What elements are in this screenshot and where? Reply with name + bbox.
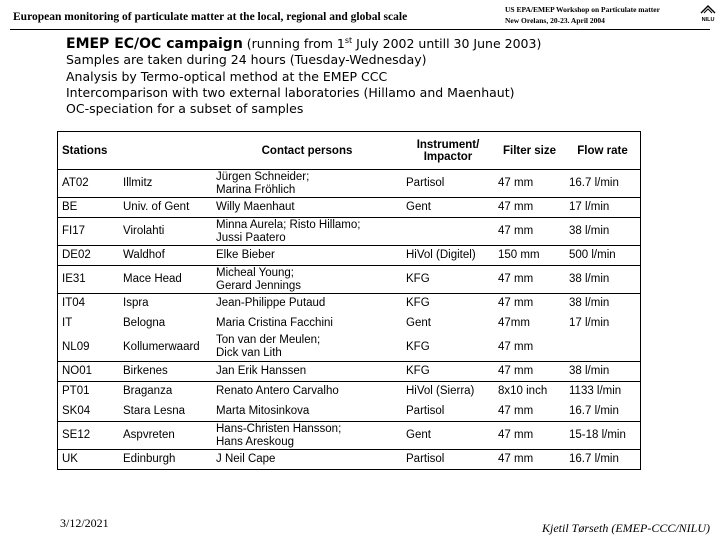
filter-size: 47 mm — [494, 266, 565, 294]
period-post: July 2002 untill 30 June 2003) — [352, 36, 542, 52]
filter-size: 47 mm — [498, 404, 534, 417]
station-code: DE02 — [58, 246, 120, 266]
station-code: AT02 — [62, 177, 89, 189]
contact-line-1: Jan Erik Hanssen — [216, 365, 307, 377]
contact-line-1: Minna Aurela; Risto Hillamo; — [216, 218, 361, 231]
filter-size: 47mm — [498, 317, 530, 329]
instrument: Gent — [406, 317, 431, 329]
flow-rate: 38 l/min — [565, 218, 641, 246]
header-flow: Flow rate — [565, 132, 641, 170]
workshop-info — [505, 4, 660, 26]
contact-persons — [212, 402, 402, 422]
filter-size: 47 mm — [498, 340, 534, 353]
contact-line-1: Ton van der Meulen; — [216, 334, 321, 347]
station-name: Virolahti — [119, 218, 212, 246]
workshop-location-date: New Orelans, 20-23. April 2004 — [505, 16, 605, 25]
contact-line-2: Gerard Jennings — [216, 279, 302, 292]
contact-persons — [212, 218, 402, 246]
table-row — [58, 246, 641, 266]
contact-line-1: Hans-Christen Hansson; — [216, 422, 342, 435]
flow-rate: 16.7 l/min — [565, 450, 641, 470]
station-name: Univ. of Gent — [119, 198, 212, 218]
station-name: Illmitz — [123, 177, 153, 189]
station-code: IT — [62, 317, 73, 329]
filter-size: 8x10 inch — [494, 382, 565, 402]
header-contacts: Contact persons — [212, 132, 402, 170]
contact-line-1: Renato Antero Carvalho — [216, 385, 339, 398]
workshop-name: US EPA/EMEP Workshop on Particulate matter — [505, 5, 660, 14]
filter-size: 47 mm — [494, 362, 565, 382]
contact-line-1: Willy Maenhaut — [216, 201, 295, 213]
table-row — [58, 450, 641, 470]
instrument: Partisol — [406, 177, 445, 189]
contact-line-2: Marina Fröhlich — [216, 183, 296, 196]
station-code: FI17 — [58, 218, 120, 246]
flow-rate: 1133 l/min — [565, 382, 641, 402]
contact-line-1: Elke Bieber — [216, 249, 275, 261]
instrument: HiVol (Sierra) — [402, 382, 494, 402]
intro-line-5: OC-speciation for a subset of samples — [66, 101, 304, 117]
footer-author: Kjetil Tørseth (EMEP-CCC/NILU) — [542, 521, 710, 535]
header-filter: Filter size — [494, 132, 565, 170]
table-row — [58, 314, 641, 334]
contact-persons — [212, 294, 402, 314]
contact-persons — [212, 246, 402, 266]
flow-rate: 38 l/min — [565, 294, 641, 314]
contact-persons — [212, 314, 402, 334]
filter-size: 47 mm — [498, 177, 534, 189]
instrument: Partisol — [406, 404, 445, 417]
station-name: Stara Lesna — [123, 404, 186, 417]
station-code: NL09 — [62, 340, 90, 353]
header-divider — [10, 29, 710, 30]
contact-persons — [212, 170, 402, 198]
contact-line-1: Marta Mitosinkova — [216, 404, 310, 417]
contact-persons — [212, 422, 402, 450]
station-code: IT04 — [58, 294, 120, 314]
table-row — [58, 218, 641, 246]
instrument: HiVol (Digitel) — [402, 246, 494, 266]
station-name: Belogna — [123, 317, 166, 329]
contact-persons — [212, 198, 402, 218]
filter-size: 47 mm — [494, 218, 565, 246]
flow-rate: 500 l/min — [565, 246, 641, 266]
header-instrument-line2: Impactor — [423, 150, 473, 163]
header-instrument — [402, 132, 494, 170]
station-name: Birkenes — [119, 362, 212, 382]
table-row — [58, 266, 641, 294]
station-code: NO01 — [58, 362, 120, 382]
header-instrument-line1: Instrument/ — [416, 138, 480, 151]
contact-persons — [212, 334, 402, 362]
campaign-line — [66, 33, 541, 52]
station-name: Kollumerwaard — [123, 340, 200, 353]
intro-line-3: Analysis by Termo-optical method at the EMEP CCC — [66, 68, 388, 84]
instrument: KFG — [402, 266, 494, 294]
period-pre: (running from 1 — [246, 36, 345, 52]
station-name: Aspvreten — [119, 422, 212, 450]
filter-size: 150 mm — [494, 246, 565, 266]
table-row — [58, 362, 641, 382]
table-body — [58, 170, 641, 470]
instrument: Partisol — [402, 450, 494, 470]
instrument: KFG — [406, 340, 430, 353]
contact-line-1: Jürgen Schneider; — [216, 170, 310, 183]
flow-rate: 17 l/min — [569, 317, 610, 329]
table-row — [58, 334, 641, 362]
station-name: Ispra — [119, 294, 212, 314]
table-header-row — [58, 132, 641, 170]
contact-line-2: Dick van Lith — [216, 347, 282, 360]
filter-size: 47 mm — [494, 422, 565, 450]
instrument: KFG — [402, 294, 494, 314]
contact-persons — [212, 382, 402, 402]
header-stations: Stations — [58, 132, 213, 170]
flow-rate: 17 l/min — [565, 198, 641, 218]
stations-table — [57, 131, 641, 470]
table-row — [58, 170, 641, 198]
contact-line-2: Jussi Paatero — [216, 231, 286, 244]
table-row — [58, 382, 641, 402]
contact-persons — [212, 362, 402, 382]
station-name: Braganza — [119, 382, 212, 402]
contact-line-1: Micheal Young; — [216, 266, 295, 279]
footer-date: 3/12/2021 — [60, 516, 109, 530]
campaign-name: EMEP EC/OC campaign — [66, 36, 243, 53]
station-code: IE31 — [58, 266, 120, 294]
filter-size: 47 mm — [494, 450, 565, 470]
nilu-logo-icon — [698, 4, 718, 24]
station-name: Waldhof — [119, 246, 212, 266]
logo-text: NILU — [701, 17, 715, 23]
table-row — [58, 294, 641, 314]
station-code: SK04 — [62, 404, 91, 417]
instrument: KFG — [402, 362, 494, 382]
slide-title: European monitoring of particulate matter at the local, regional and global scale — [13, 11, 408, 23]
contact-line-1: Maria Cristina Facchini — [216, 317, 333, 329]
filter-size: 47 mm — [494, 294, 565, 314]
flow-rate: 16.7 l/min — [569, 177, 619, 189]
station-code: SE12 — [58, 422, 120, 450]
station-code: UK — [58, 450, 120, 470]
contact-line-1: Jean-Philippe Putaud — [216, 297, 326, 310]
flow-rate — [565, 334, 641, 362]
contact-line-2: Hans Areskoug — [216, 435, 294, 448]
instrument: Gent — [402, 198, 494, 218]
contact-persons — [212, 266, 402, 294]
flow-rate: 38 l/min — [565, 362, 641, 382]
instrument — [402, 218, 494, 246]
station-code: PT01 — [58, 382, 120, 402]
filter-size: 47 mm — [494, 198, 565, 218]
flow-rate: 15-18 l/min — [565, 422, 641, 450]
intro-line-4: Intercomparison with two external laboratories (Hillamo and Maenhaut) — [66, 85, 515, 101]
table-row — [58, 198, 641, 218]
period-sup: st — [344, 36, 353, 45]
instrument: Gent — [402, 422, 494, 450]
intro-line-2: Samples are taken during 24 hours (Tuesday-Wednesday) — [66, 52, 427, 68]
station-name: Edinburgh — [119, 450, 212, 470]
contact-persons — [212, 450, 402, 470]
contact-line-1: J Neil Cape — [216, 453, 276, 465]
station-name: Mace Head — [119, 266, 212, 294]
flow-rate: 38 l/min — [565, 266, 641, 294]
intro-text — [66, 33, 541, 118]
station-code: BE — [58, 198, 120, 218]
flow-rate: 16.7 l/min — [569, 404, 619, 417]
table-row — [58, 402, 641, 422]
table-row — [58, 422, 641, 450]
